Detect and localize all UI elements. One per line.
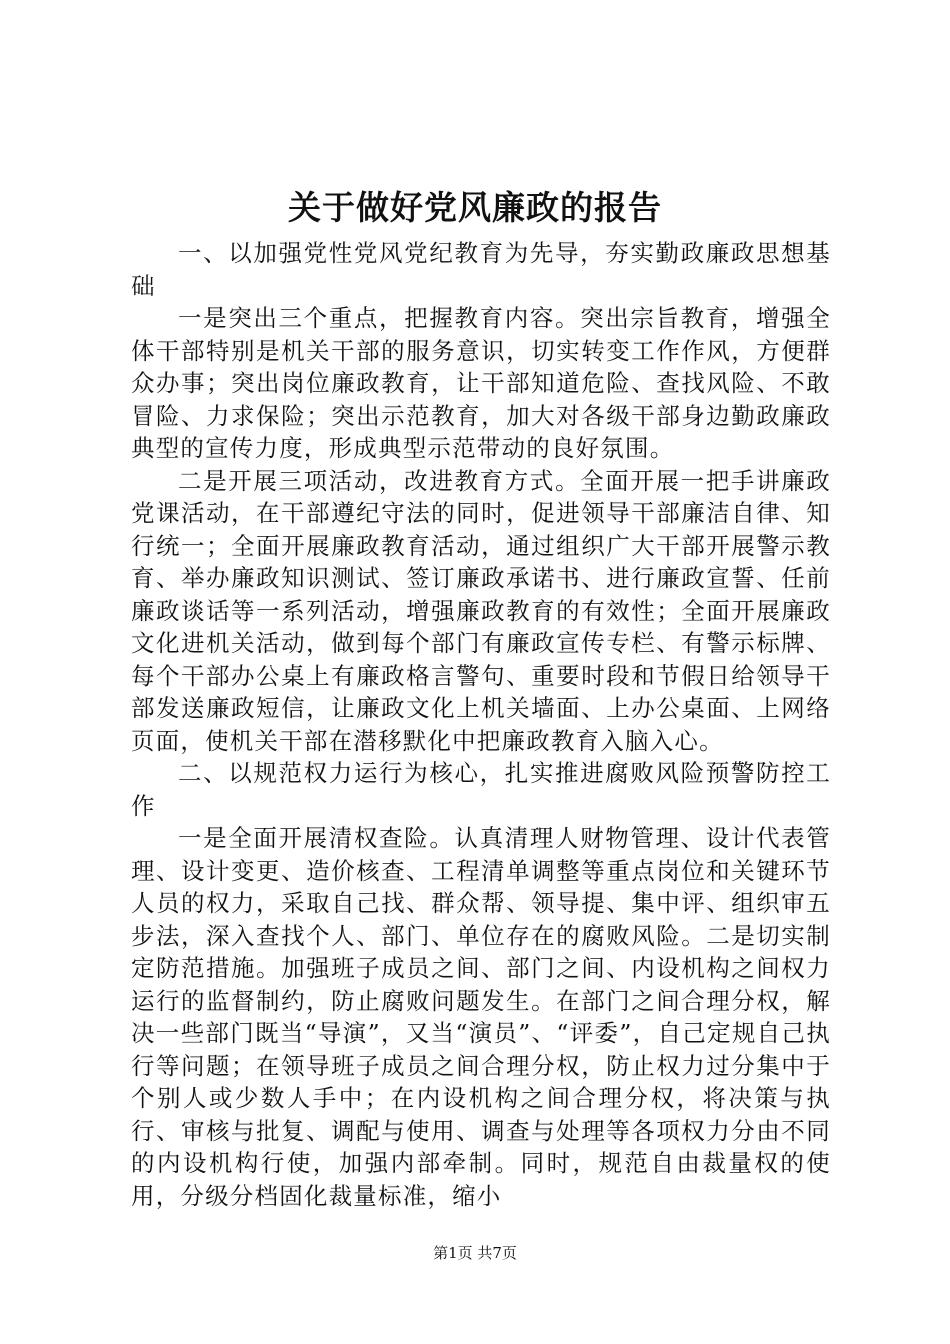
body-paragraph: 二是开展三项活动，改进教育方式。全面开展一把手讲廉政党课活动，在干部遵纪守法的同时，促进领导干部廉洁自律、知行统一；全面开展廉政教育活动，通过组织广大干部开展警示教育、举办廉政知识测试、签订廉政承诺书、进行廉政宣誓、任前廉政谈话等一系列活动，增强廉政教育的有效性；全面开展廉政文化进机关活动，做到每个部门有廉政宣传专栏、有警示标牌、每个干部办公桌上有廉政格言警句、重要时段和节假日给领导干部发送廉政短信，让廉政文化上机关墙面、上办公桌面、上网络页面，使机关干部在潜移默化中把廉政教育入脑入心。 [131,466,831,755]
body-paragraph: 一是全面开展清权查险。认真清理人财物管理、设计代表管理、设计变更、造价核查、工程清单调整等重点岗位和关键环节人员的权力，采取自己找、群众帮、领导提、集中评、组织审五步法，深入查找个人、部门、单位存在的腐败风险。二是切实制定防范措施。加强班子成员之间、部门之间、内设机构之间权力运行的监督制约，防止腐败问题发生。在部门之间合理分权，解决一些部门既当“导演”，又当“演员”、“评委”，自己定规自己执行等问题；在领导班子成员之间合理分权，防止权力过分集中于个别人或少数人手中；在内设机构之间合理分权，将决策与执行、审核与批复、调配与使用、调查与处理等各项权力分由不同的内设机构行使，加强内部牵制。同时，规范自由裁量权的使用，分级分档固化裁量标准，缩小 [131,824,831,1210]
document-title: 关于做好党风廉政的报告 [288,188,662,227]
section-heading: 一、以加强党性党风党纪教育为先导，夯实勤政廉政思想基础 [131,239,831,300]
body-paragraph: 一是突出三个重点，把握教育内容。突出宗旨教育，增强全体干部特别是机关干部的服务意识，切实转变工作作风，方便群众办事；突出岗位廉政教育，让干部知道危险、查找风险、不敢冒险、力求保险；突出示范教育，加大对各级干部身边勤政廉政典型的宣传力度，形成典型示范带动的良好氛围。 [131,304,831,462]
section-heading: 二、以规范权力运行为核心，扎实推进腐败风险预警防控工作 [131,759,831,820]
document-body [131,237,831,1212]
page-footer: 第1页 共7页 [433,1244,517,1262]
